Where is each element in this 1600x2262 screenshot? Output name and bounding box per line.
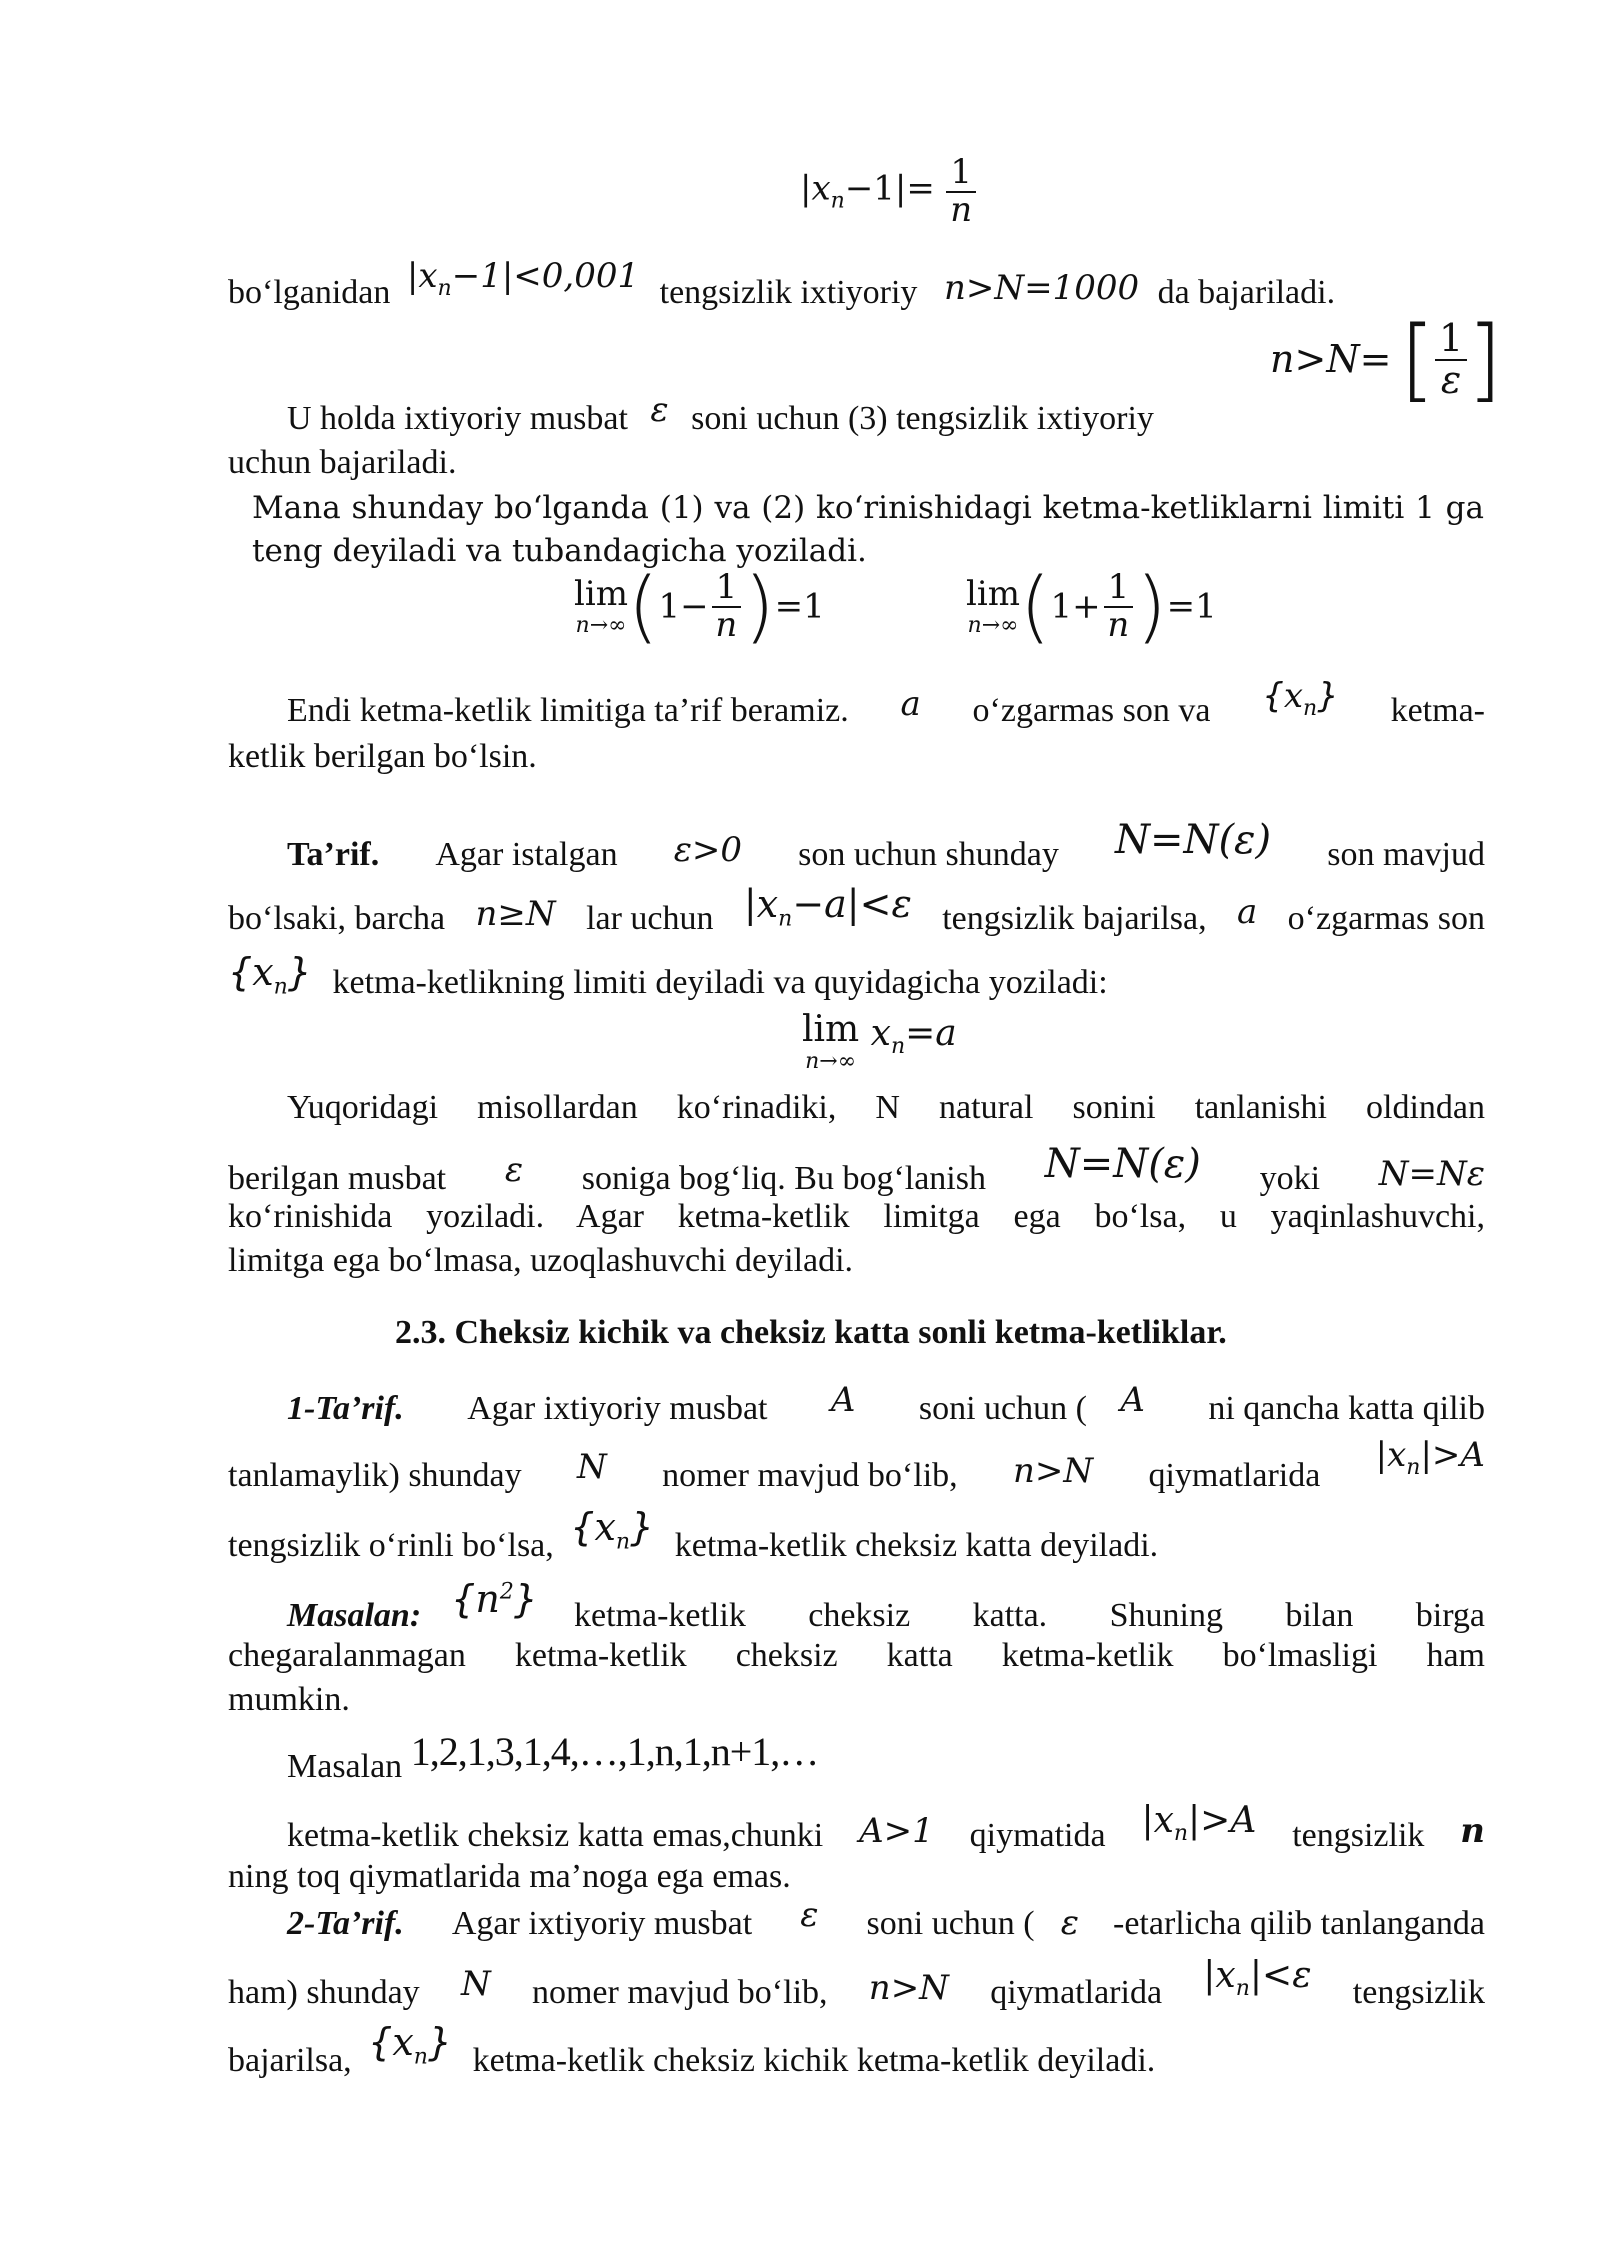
inline-math: n <box>1460 1811 1485 1851</box>
masalan1-line1 <box>287 1577 1485 1637</box>
epsilon-symbol: ε <box>800 1895 819 1935</box>
math-text: x <box>594 1505 616 1549</box>
text: ketma-ketlikning limiti deyiladi va quyidagicha yoziladi: <box>332 964 1108 1001</box>
text: ketma-ketlik cheksiz kichik ketma-ketlik deyiladi. <box>472 2042 1156 2079</box>
inline-math <box>1120 1380 1145 1430</box>
inline-math: N=N(ε) <box>1044 1141 1201 1187</box>
fraction <box>1435 316 1467 402</box>
inline-math-set: $\{n^2\}$ <box>451 1577 538 1621</box>
text: ketma- <box>1390 692 1485 729</box>
formula-text <box>870 1013 957 1060</box>
subscript: n <box>1173 1821 1189 1847</box>
text: soni uchun ( <box>866 1905 1035 1942</box>
math-text: x <box>870 1013 891 1054</box>
paragraph-5-line2 <box>228 1141 1485 1200</box>
math-text: =a <box>905 1013 957 1054</box>
limit-operator <box>966 576 1020 638</box>
paren-left: ( <box>1020 562 1051 652</box>
tarif-line1 <box>287 817 1485 876</box>
section-title: 2.3. Cheksiz kichik va cheksiz katta sonli ketma-ketliklar. <box>395 1314 1227 1351</box>
text: Agar istalgan <box>435 836 618 873</box>
inline-math: N=N(ε) <box>1114 817 1272 863</box>
text: soni uchun ( <box>918 1390 1087 1427</box>
formula-text: 1− <box>658 586 709 627</box>
math-text: |x <box>406 256 438 296</box>
lim-sub: n→∞ <box>967 612 1019 638</box>
numerator: 1 <box>1104 570 1134 608</box>
epsilon-symbol: ε <box>504 1150 524 1190</box>
lim-text: lim <box>802 1009 860 1050</box>
definition-heading: 2-Ta’rif. <box>287 1905 404 1942</box>
text: tengsizlik <box>1352 1974 1485 2011</box>
text: ketma-ketlik cheksiz katta deyiladi. <box>674 1527 1159 1564</box>
masalan1-line2: chegaralanmagan ketma-ketlik cheksiz katta ketma-ketlik bo‘lmasligi ham <box>228 1637 1485 1674</box>
text: bajarilsa, <box>228 2042 352 2079</box>
formula-text: =1 <box>1166 586 1217 627</box>
inline-math: N <box>577 1447 607 1487</box>
paragraph-2-line1 <box>287 390 1154 440</box>
formula-text: −1|= <box>844 168 935 209</box>
limit-definition-formula <box>802 1010 957 1074</box>
definition-heading: Ta’rif. <box>287 836 380 873</box>
subscript: n <box>273 974 288 1000</box>
paragraph-5-line1: Yuqoridagi misollardan ko‘rinadiki, N natural sonini tanlanishi oldindan <box>287 1089 1485 1126</box>
limit-operator <box>802 1010 859 1074</box>
subscript: n <box>437 275 452 301</box>
text: tengsizlik o‘rinli bo‘lsa, <box>228 1527 554 1564</box>
lim-sub: n→∞ <box>805 1048 857 1074</box>
inline-math <box>1203 1954 1311 2003</box>
text: ketma-ketlik cheksiz katta. Shuning bilan birga <box>574 1597 1485 1634</box>
math-text: |x <box>1375 1435 1407 1475</box>
sequence-text: 1,2,1,3,1,4,…,1,n,1,n+1,… <box>410 1729 819 1774</box>
inline-math: a <box>1237 892 1258 932</box>
text: tengsizlik <box>1292 1817 1425 1854</box>
inline-math-set: $\{x_n\}$ <box>570 1505 655 1555</box>
text: Endi ketma-ketlik limitiga ta’rif beramiz. <box>287 692 849 729</box>
denominator: ε <box>1440 358 1462 402</box>
inline-math <box>1376 1435 1485 1481</box>
math-text: x <box>392 2020 414 2064</box>
text: Agar ixtiyoriy musbat <box>467 1390 768 1427</box>
example-heading: Masalan: <box>287 1597 422 1634</box>
fraction <box>946 152 976 230</box>
top-formula <box>800 152 979 230</box>
paragraph-6-line2: ning toq qiymatlarida ma’noga ega emas. <box>228 1858 791 1895</box>
fraction <box>712 567 742 645</box>
text: qiymatida <box>969 1817 1106 1854</box>
def1-line3 <box>228 1505 1159 1572</box>
denominator: n <box>715 605 738 645</box>
paren-right: ) <box>1136 562 1167 652</box>
def2-line1 <box>287 1895 1485 1945</box>
math-text: x <box>252 950 274 994</box>
text: soni uchun (3) tengsizlik ixtiyoriy <box>691 400 1154 437</box>
inline-math: ε>0 <box>673 830 743 870</box>
inline-math: N=Nε <box>1378 1154 1485 1194</box>
inline-math: n≥N <box>475 894 556 934</box>
limit-2 <box>966 562 1217 652</box>
inline-math: A <box>830 1380 856 1420</box>
inline-math: N <box>460 1964 491 2004</box>
epsilon-symbol: ε <box>650 390 669 430</box>
text-line: Mana shunday bo‘lganda (1) va (2) ko‘rinishidagi ketma-ketliklarni limiti 1 ga <box>252 490 1484 526</box>
formula-text: 1+ <box>1050 586 1101 627</box>
bracket-right: ] <box>1467 307 1503 412</box>
math-text: |x <box>1141 1800 1174 1841</box>
numerator: 1 <box>712 570 742 608</box>
text: ketma-ketlik cheksiz katta emas,chunki <box>287 1817 824 1854</box>
limit-1 <box>574 562 825 652</box>
text: bo‘lsaki, barcha <box>228 900 446 937</box>
paren-left: ( <box>628 562 659 652</box>
limit-operator <box>574 576 628 638</box>
text: Agar ixtiyoriy musbat <box>451 1905 753 1942</box>
masalan1-line3: mumkin. <box>228 1681 350 1718</box>
text: o‘zgarmas son <box>1287 900 1485 937</box>
tarif-line3 <box>228 950 1108 1009</box>
subscript: n <box>1406 1454 1421 1480</box>
epsilon-symbol: ε <box>1060 1903 1079 1943</box>
definition-heading: 1-Ta’rif. <box>287 1390 404 1427</box>
text: tengsizlik bajarilsa, <box>942 900 1207 937</box>
text: da bajariladi. <box>1157 274 1336 311</box>
paragraph-2-formula <box>1270 307 1503 412</box>
inline-math-set: $\{x_n\}$ <box>368 2020 453 2070</box>
math-text: |x <box>1203 1955 1236 1996</box>
def1-line1 <box>287 1380 1485 1430</box>
def2-line2 <box>228 1955 1485 2019</box>
subscript: n <box>1235 1976 1250 2002</box>
denominator: n <box>1107 605 1130 645</box>
inline-math <box>1141 1799 1256 1848</box>
text-line: teng deyiladi va tubandagicha yoziladi. <box>252 533 867 570</box>
math-text: −1|<0,001 <box>451 256 640 296</box>
text: lar uchun <box>586 900 714 937</box>
lim-text: lim <box>966 574 1020 615</box>
text: ketlik berilgan bo‘lsin. <box>228 738 537 775</box>
subscript: n <box>778 906 793 932</box>
text: tanlamaylik) shunday <box>228 1457 522 1494</box>
paragraph-6-line1 <box>287 1800 1485 1862</box>
tarif-line2 <box>228 882 1485 945</box>
text: U holda ixtiyoriy musbat <box>287 400 628 437</box>
formula-text: =1 <box>774 586 825 627</box>
paren-right: ) <box>744 562 775 652</box>
inline-math <box>406 256 640 301</box>
inline-math: n>N <box>1013 1451 1094 1491</box>
text: nomer mavjud bo‘lib, <box>662 1457 958 1494</box>
text: bo‘lganidan <box>228 274 391 311</box>
text: -etarlicha qilib tanlanganda <box>1113 1905 1485 1942</box>
math-text: |<ε <box>1249 1955 1312 1996</box>
math-text: |>A <box>1188 1800 1257 1841</box>
lim-text: lim <box>574 574 628 615</box>
formula-text: n>N= <box>1270 337 1392 382</box>
inline-math-set: $\{x_n\}$ <box>228 950 312 1000</box>
text: son mavjud <box>1327 836 1485 873</box>
math-text: n <box>475 1577 500 1621</box>
lim-sub: n→∞ <box>575 612 627 638</box>
denominator: n <box>950 189 973 230</box>
paragraph-5-line3: ko‘rinishida yoziladi. Agar ketma-ketlik limitga ega bo‘lsa, u yaqinlashuvchi, <box>228 1198 1485 1235</box>
math-text: x <box>1283 676 1304 716</box>
subscript: n <box>615 1529 631 1555</box>
text: ni qancha katta qilib <box>1208 1390 1485 1427</box>
text: yoki <box>1259 1160 1321 1197</box>
paragraph-4-line1 <box>287 676 1485 736</box>
text: tengsizlik ixtiyoriy <box>659 274 918 311</box>
math-text: |>A <box>1420 1435 1485 1475</box>
def1-line2 <box>228 1435 1485 1501</box>
subscript: n <box>830 188 845 214</box>
inline-math <box>744 882 912 933</box>
text: o‘zgarmas son va <box>972 692 1211 729</box>
paragraph-5-line4: limitga ega bo‘lmasa, uzoqlashuvchi deyiladi. <box>228 1242 854 1279</box>
text: uchun bajariladi. <box>228 444 457 481</box>
text: qiymatlarida <box>990 1974 1163 2011</box>
inline-math <box>411 1729 819 1774</box>
inline-math: a <box>900 684 921 724</box>
math-text: A <box>1120 1380 1145 1420</box>
inline-math: A>1 <box>859 1811 934 1851</box>
fraction <box>1104 567 1134 645</box>
formula-text: |x <box>800 168 831 209</box>
text: qiymatlarida <box>1148 1457 1321 1494</box>
def2-line3 <box>228 2020 1156 2087</box>
bracket-left: [ <box>1399 307 1436 412</box>
subscript: n <box>890 1034 906 1060</box>
paragraph-1 <box>228 256 1336 318</box>
inline-math: n>N=1000 <box>943 268 1140 308</box>
text: ham) shunday <box>228 1974 420 2011</box>
text: Masalan <box>287 1748 403 1785</box>
superscript: 2 <box>499 1579 514 1605</box>
masalan2 <box>287 1729 819 1788</box>
text: nomer mavjud bo‘lib, <box>531 1974 828 2011</box>
subscript: n <box>1303 695 1318 721</box>
paragraph-2-line2 <box>228 443 456 484</box>
numerator: 1 <box>1435 319 1467 361</box>
inline-math-set: $\{x_n\}$ <box>1262 676 1339 721</box>
inline-math: n>N <box>868 1968 949 2008</box>
numerator: 1 <box>946 155 976 193</box>
subscript: n <box>413 2044 428 2070</box>
text: soniga bog‘liq. Bu bog‘lanish <box>581 1160 986 1197</box>
text: berilgan musbat <box>228 1160 447 1197</box>
math-text: −a|<ε <box>792 882 912 926</box>
paragraph-4-line2 <box>228 737 537 778</box>
paragraph-3 <box>252 487 1484 574</box>
text: son uchun shunday <box>798 836 1059 873</box>
math-text: |x <box>743 882 779 926</box>
